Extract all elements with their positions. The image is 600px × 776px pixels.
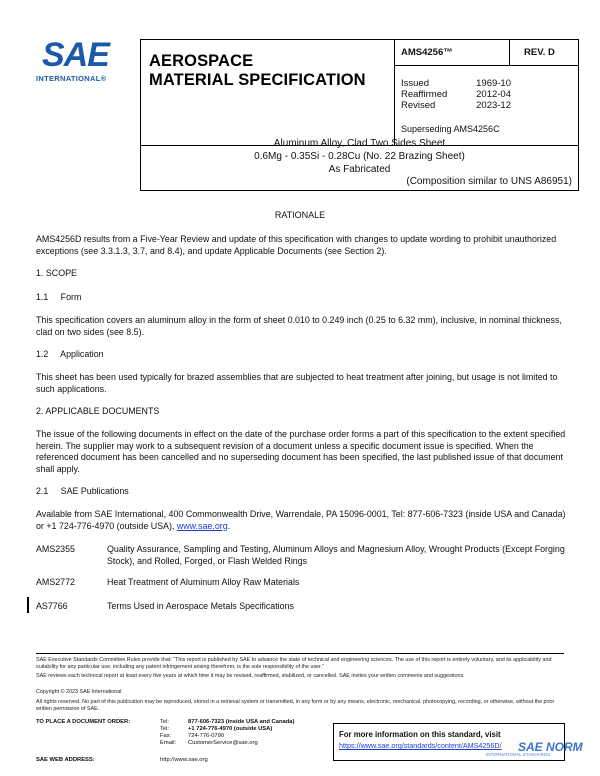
section-sae-publications-heading: 2.1 SAE Publications <box>36 486 129 496</box>
material-subtitle <box>141 137 578 176</box>
date-label: Issued <box>401 78 429 89</box>
tel-label: Tel: <box>160 719 170 725</box>
date-label: Revised <box>401 100 436 111</box>
subtitle-line-2: 0.6Mg - 0.35Si - 0.28Cu (No. 22 Brazing Sheet) <box>254 151 465 162</box>
form-text: This specification covers an aluminum alloy in the form of sheet 0.010 to 0.249 inch (0.25 to 6.32 mm), inclusive, in nominal thickness, clad on two sides (see 8.5). <box>36 315 562 337</box>
doc-number-row <box>395 40 578 66</box>
sae-logo <box>36 34 136 90</box>
web-label: SAE WEB ADDRESS: <box>36 757 95 763</box>
tel-label: Tel: <box>160 726 170 732</box>
sentence-end: . <box>227 520 231 531</box>
subtitle-line-3: As Fabricated <box>328 164 391 175</box>
reference-code: AMS2772 <box>36 577 75 587</box>
sae-website-link[interactable]: www.sae.org <box>176 520 228 531</box>
revision-cell <box>509 40 578 65</box>
revision-label: REV. D <box>524 47 555 58</box>
logo-international: INTERNATIONAL® <box>36 74 107 83</box>
section-scope-heading: 1. SCOPE <box>36 268 77 278</box>
date-value: 2023-12 <box>476 100 511 111</box>
reference-code: AMS2355 <box>36 544 75 554</box>
web-address[interactable]: http://www.sae.org <box>160 757 208 763</box>
reference-title: Heat Treatment of Aluminum Alloy Raw Materials <box>107 577 300 587</box>
section-form-heading: 1.1 Form <box>36 292 82 302</box>
document-type-title <box>149 52 366 90</box>
rationale-text: AMS4256D results from a Five-Year Review and update of this specification with changes to update wording to prohibit unauthorized exceptions (see 3.3.1.3, 3.7, and 8.4), and update Applicable Documents (see Section 2). <box>36 234 557 256</box>
material-subtitle-box <box>140 129 579 191</box>
date-list <box>401 78 511 111</box>
standard-url-link[interactable]: https://www.sae.org/standards/content/AMS4256D/ <box>339 741 502 750</box>
reference-title: Quality Assurance, Sampling and Testing, Aluminum Alloys and Magnesium Alloy, Wrought Products (Except Forging Stock), and Rolled, Forged, or Flash Welded Rings <box>107 544 565 566</box>
superseding-note: Superseding AMS4256C <box>401 124 500 134</box>
date-value: 2012-04 <box>476 89 511 100</box>
composition-note: (Composition similar to UNS A86951) <box>406 176 572 187</box>
email-label: Email: <box>160 740 177 746</box>
copyright-notice: Copyright © 2023 SAE International <box>36 689 122 695</box>
date-label: Reaffirmed <box>401 89 448 100</box>
more-info-title: For more information on this standard, visit <box>339 730 501 739</box>
date-value: 1969-10 <box>476 78 511 89</box>
watermark-logo: SAE NORM <box>518 740 583 754</box>
standards-rules-notice: SAE Executive Standards Committee Rules provide that: “This report is published by SAE to advance the state of technical and engineering sciences. The use of this report is entirely voluntary, and its applicability and suitability for any particular use, including any patent infringement arising therefrom, is the sole responsibility of the user.” <box>36 657 552 670</box>
reference-title: Terms Used in Aerospace Metals Specifications <box>107 601 294 611</box>
section-application-heading: 1.2 Application <box>36 349 104 359</box>
footer-divider <box>36 653 564 654</box>
rights-notice: All rights reserved. No part of this publication may be reproduced, stored in a retrieval system or transmitted, in any form or by any means, electronic, mechanical, photocopying, recording, or otherwise, without the prior written permission of SAE. <box>36 699 555 712</box>
title-line-2: MATERIAL SPECIFICATION <box>149 71 366 89</box>
title-line-1: AEROSPACE <box>149 52 254 70</box>
logo-wordmark: SAE <box>42 36 109 74</box>
sae-publications-text <box>36 509 566 532</box>
fax-number: 724-776-0790 <box>188 733 225 739</box>
fax-label: Fax: <box>160 733 172 739</box>
tel-inside-usa: 877-606-7323 (inside USA and Canada) <box>188 719 295 725</box>
applicable-docs-text: The issue of the following documents in effect on the date of the purchase order forms a part of this specification to the extent specified herein. The supplier may work to a subsequent revision of a document unless a specific document issue is specified. When the referenced document has been cancelled and no superseding document has been specified, the last published issue of that document shall apply. <box>36 429 566 474</box>
reference-code: AS7766 <box>36 601 68 611</box>
date-row-reaffirmed <box>401 89 511 100</box>
email-address[interactable]: CustomerService@sae.org <box>188 740 258 746</box>
order-label: TO PLACE A DOCUMENT ORDER: <box>36 719 131 725</box>
review-notice: SAE reviews each technical report at least every five years at which time it may be revised, reaffirmed, stabilized, or cancelled. SAE invites your written comments and suggestions. <box>36 673 465 679</box>
application-text: This sheet has been used typically for brazed assemblies that are subjected to heat treatment after joining, but usage is not limited to such applications. <box>36 372 558 394</box>
date-row-issued <box>401 78 511 89</box>
section-applicable-docs-heading: 2. APPLICABLE DOCUMENTS <box>36 406 160 416</box>
rationale-heading: RATIONALE <box>274 210 326 220</box>
sae-publications-sentence: Available from SAE International, 400 Commonwealth Drive, Warrendale, PA 15096-0001, Tel: 877-606-7323 (inside USA and Canada) or +1 724-776-4970 (outside USA), <box>36 509 566 531</box>
watermark-tagline: INTERNATIONAL STANDARDS <box>486 752 551 757</box>
doc-number: AMS4256™ <box>401 47 453 58</box>
subtitle-line-1: Aluminum Alloy, Clad Two Sides Sheet <box>273 138 446 149</box>
change-bar <box>27 597 29 613</box>
tel-outside-usa: +1 724-776-4970 (outside USA) <box>188 726 273 732</box>
date-row-revised <box>401 100 511 111</box>
